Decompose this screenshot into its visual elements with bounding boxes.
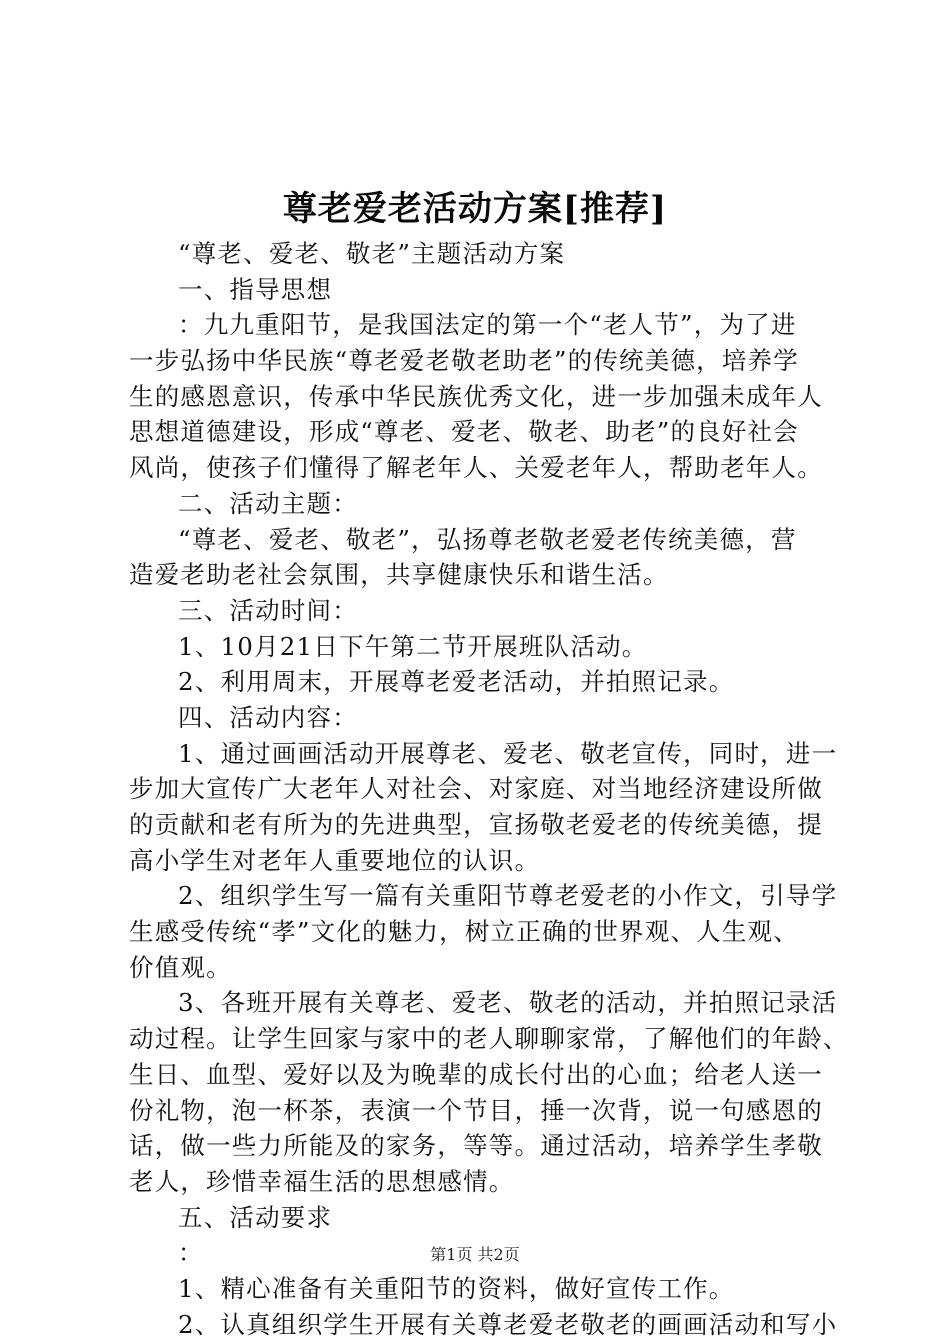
body-line: 1、10月21日下午第二节开展班队活动。 xyxy=(178,631,648,661)
body-line: 生日、血型、爱好以及为晚辈的成长付出的心血；给老人送一 xyxy=(129,1059,823,1089)
body-line: ：九九重阳节，是我国法定的第一个“老人节”，为了进 xyxy=(178,310,797,340)
body-line: 生的感恩意识，传承中华民族优秀文化，进一步加强未成年人 xyxy=(129,381,823,411)
body-line: 3、各班开展有关尊老、爱老、敬老的活动，并拍照记录活 xyxy=(178,988,838,1018)
body-line: 风尚，使孩子们懂得了解老年人、关爱老年人，帮助老年人。 xyxy=(129,453,823,483)
body-line: 的贡献和老有所为的先进典型，宣扬敬老爱老的传统美德，提 xyxy=(129,810,823,839)
body-line: 五、活动要求 xyxy=(178,1202,333,1232)
body-line: 一、指导思想 xyxy=(178,274,333,304)
body-line: 步加大宣传广大老年人对社会、对家庭、对当地经济建设所做 xyxy=(129,774,823,804)
body-line: 三、活动时间： xyxy=(178,595,358,625)
body-line: “尊老、爱老、敬老”主题活动方案 xyxy=(178,239,566,268)
body-line: 高小学生对老年人重要地位的认识。 xyxy=(129,845,541,875)
body-line: 2、组织学生写一篇有关重阳节尊老爱老的小作文，引导学 xyxy=(178,881,838,911)
body-line: 话，做一些力所能及的家务，等等。通过活动，培养学生孝敬 xyxy=(129,1131,823,1161)
body-line: 生感受传统“孝”文化的魅力，树立正确的世界观、人生观、 xyxy=(129,917,799,947)
page-footer: 第1页 共2页 xyxy=(430,1245,520,1264)
body-line: 份礼物，泡一杯茶，表演一个节目，捶一次背，说一句感恩的 xyxy=(129,1095,823,1125)
body-line: 思想道德建设，形成“尊老、爱老、敬老、助老”的良好社会 xyxy=(129,417,799,447)
body-line: 动过程。让学生回家与家中的老人聊聊家常，了解他们的年龄、 xyxy=(129,1024,849,1054)
body-line: 二、活动主题： xyxy=(178,488,358,518)
body-line: 价值观。 xyxy=(129,952,232,982)
body-line: 老人，珍惜幸福生活的思想感情。 xyxy=(129,1166,515,1196)
body-line: 1、精心准备有关重阳节的资料，做好宣传工作。 xyxy=(178,1273,735,1303)
body-line: 1、通过画画活动开展尊老、爱老、敬老宣传，同时，进一 xyxy=(178,738,838,768)
body-line: 四、活动内容： xyxy=(178,702,358,732)
body-line: “尊老、爱老、敬老”，弘扬尊老敬老爱老传统美德，营 xyxy=(178,524,797,554)
body-line: 2、利用周末，开展尊老爱老活动，并拍照记录。 xyxy=(178,667,735,697)
document-body xyxy=(129,236,849,1342)
body-line: 2、认真组织学生开展有关尊老爱老敬老的画画活动和写小 xyxy=(178,1309,838,1339)
body-line: 造爱老助老社会氛围，共享健康快乐和谐生活。 xyxy=(129,560,669,590)
document-title: 尊老爱老活动方案[推荐] xyxy=(282,189,668,229)
body-line: ： xyxy=(178,1238,204,1268)
body-line: 一步弘扬中华民族“尊老爱老敬老助老”的传统美德，培养学 xyxy=(129,346,799,376)
